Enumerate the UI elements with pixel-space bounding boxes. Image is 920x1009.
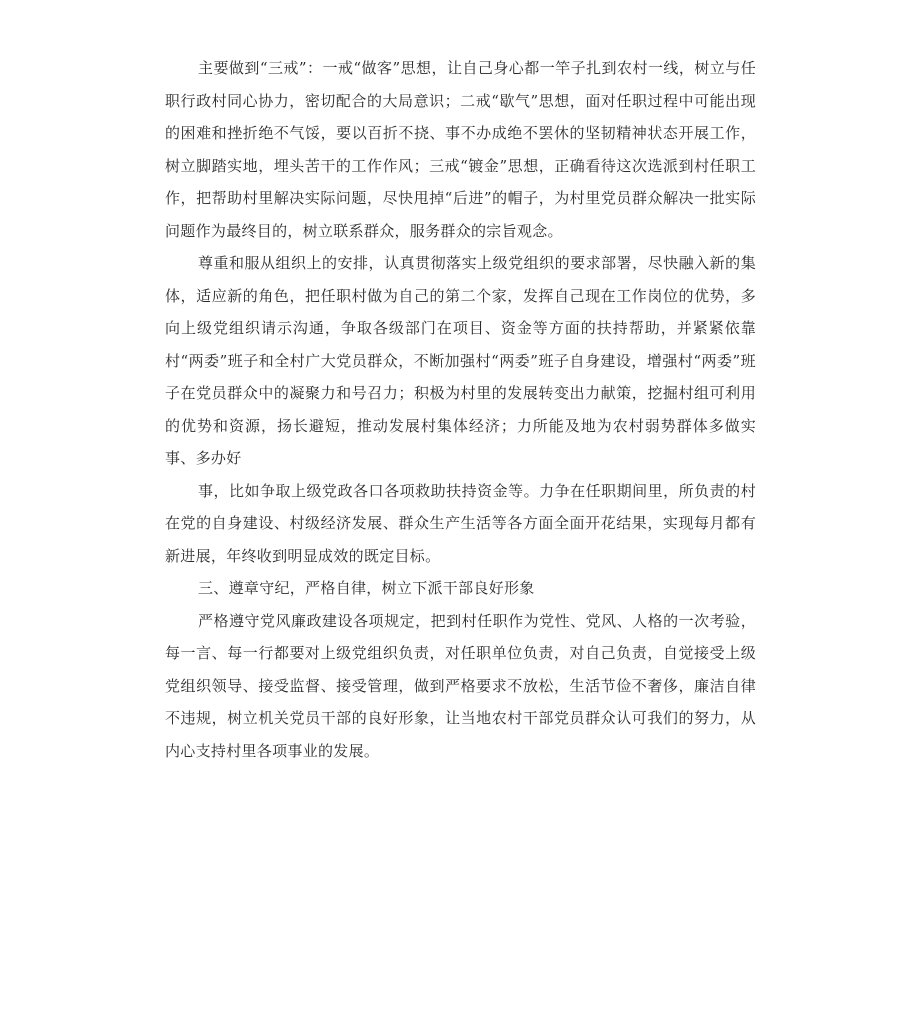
document-body <box>165 52 756 767</box>
paragraph-integrity: 严格遵守党风廉政建设各项规定，把到村任职作为党性、党风、人格的一次考验，每一言、每一行都要对上级党组织负责，对任职单位负责，对自己负责，自觉接受上级党组织领导、接受监督、接受管理，做到严格要求不放松，生活节俭不奢侈，廉洁自律不违规，树立机关党员干部的良好形象，让当地农村干部党员群众认可我们的努力，从内心支持村里各项事业的发展。 <box>165 611 756 760</box>
paragraph-continuation: 事，比如争取上级党政各口各项救助扶持资金等。力争在任职期间里，所负责的村在党的自身建设、村级经济发展、群众生产生活等各方面全面开花结果，实现每月都有新进展，年终收到明显成效的既定目标。 <box>165 481 756 565</box>
section-heading-discipline: 三、遵章守纪，严格自律，树立下派干部良好形象 <box>198 579 535 597</box>
paragraph-three-prohibitions: 主要做到“三戒”：一戒“做客”思想，让自己身心都一竿子扎到农村一线，树立与任职行政村同心协力，密切配合的大局意识；二戒“歇气”思想，面对任职过程中可能出现的困难和挫折绝不气馁，要以百折不挠、事不办成绝不罢休的坚韧精神状态开展工作，树立脚踏实地，埋头苦干的工作作风；三戒“镀金”思想，正确看待这次选派到村任职工作，把帮助村里解决实际问题，尽快甩掉“后进”的帽子，为村里党员群众解决一批实际问题作为最终目的，树立联系群众，服务群众的宗旨观念。 <box>165 59 756 240</box>
paragraph-obey-organization: 尊重和服从组织上的安排，认真贯彻落实上级党组织的要求部署，尽快融入新的集体，适应新的角色，把任职村做为自己的第二个家，发挥自己现在工作岗位的优势，多向上级党组织请示沟通，争取各级部门在项目、资金等方面的扶持帮助，并紧紧依靠村“两委”班子和全村广大党员群众，不断加强村“两委”班子自身建设，增强村“两委”班子在党员群众中的凝聚力和号召力；积极为村里的发展转变出力献策，挖掘村组可利用的优势和资源，扬长避短，推动发展村集体经济；力所能及地为农村弱势群体多做实事、多办好 <box>165 254 756 467</box>
